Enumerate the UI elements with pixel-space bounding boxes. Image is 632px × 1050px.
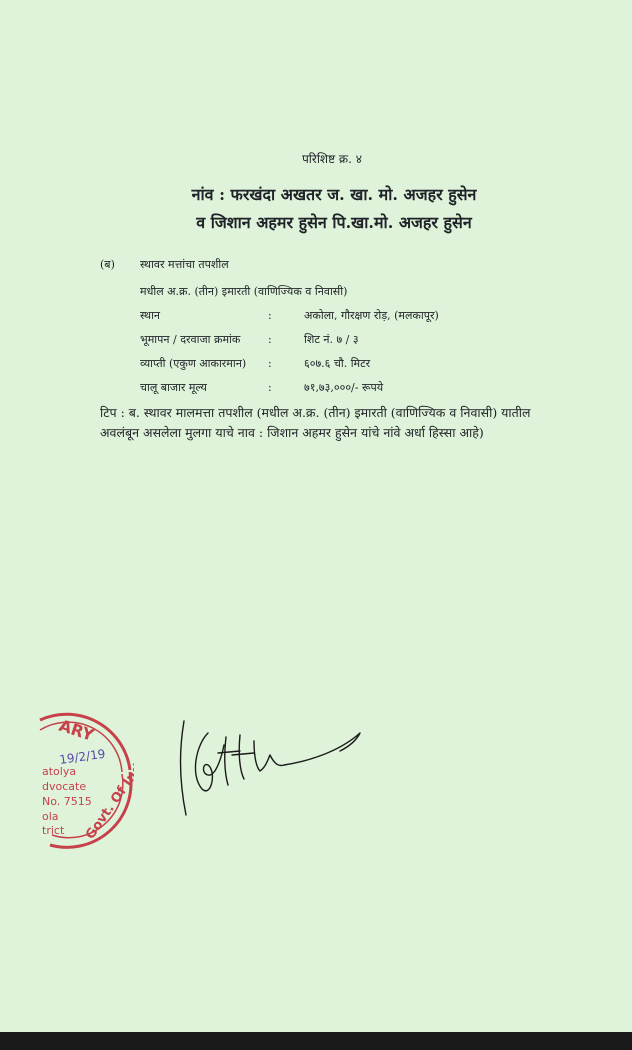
svg-text:19/2/19: 19/2/19 xyxy=(58,746,107,767)
detail-row-survey-number xyxy=(140,327,544,351)
detail-colon: : xyxy=(268,380,272,394)
detail-value: ६०७.६ चौ. मिटर xyxy=(304,356,371,370)
stamp-seal-icon xyxy=(30,700,134,850)
name-heading-line-1: नांव : फरखंदा अखतर ज. खा. मो. अजहर हुसेन xyxy=(191,185,477,204)
detail-label: चालू बाजार मूल्य xyxy=(140,380,207,394)
detail-colon: : xyxy=(268,356,272,370)
detail-label: व्याप्ती (एकुण आकारमान) xyxy=(140,356,247,370)
signature xyxy=(170,715,370,825)
detail-colon: : xyxy=(268,332,272,346)
detail-row-market-value xyxy=(140,375,544,399)
detail-label: स्थान xyxy=(140,308,161,322)
section-heading xyxy=(100,257,229,272)
svg-text:ARY: ARY xyxy=(56,715,97,745)
notary-stamp xyxy=(30,700,134,850)
svg-text:atolya: atolya xyxy=(42,765,77,778)
detail-label: भूमापन / दरवाजा क्रमांक xyxy=(140,332,241,346)
detail-row-location xyxy=(140,303,544,327)
scan-bottom-edge xyxy=(0,1032,632,1050)
name-heading-line-2: व जिशान अहमर हुसेन पि.खा.मो. अजहर हुसेन xyxy=(196,213,472,232)
property-details xyxy=(140,303,544,399)
svg-text:No. 7515: No. 7515 xyxy=(42,795,92,808)
signature-icon xyxy=(170,715,370,825)
svg-text:Govt. Of India: Govt. Of India xyxy=(82,750,134,843)
section-subtitle: मधील अ.क्र. (तीन) इमारती (वाणिज्यिक व निवासी) xyxy=(140,285,348,298)
svg-text:ola: ola xyxy=(42,810,59,823)
section-title: स्थावर मत्तांचा तपशील xyxy=(140,258,229,271)
note-paragraph: टिप : ब. स्थावर मालमत्ता तपशील (मधील अ.क्र. (तीन) इमारती (वाणिज्यिक व निवासी) यातील अवलंबून असलेला मुलगा याचे नाव : जिशान अहमर हुसेन यांचे नांवे अर्धा हिस्सा आहे) xyxy=(100,405,531,440)
detail-value: शिट नं. ७ / ३ xyxy=(304,332,359,346)
detail-value: अकोला, गौरक्षण रोड़, (मलकापूर) xyxy=(304,308,439,322)
section-marker: (ब) xyxy=(100,258,115,271)
detail-row-area xyxy=(140,351,544,375)
detail-colon: : xyxy=(268,308,272,322)
svg-text:dvocate: dvocate xyxy=(42,780,87,793)
svg-text:trict: trict xyxy=(42,824,65,837)
appendix-label: परिशिष्ट क्र. ४ xyxy=(301,152,362,166)
detail-value: ७१,७३,०००/- रूपये xyxy=(304,380,384,394)
